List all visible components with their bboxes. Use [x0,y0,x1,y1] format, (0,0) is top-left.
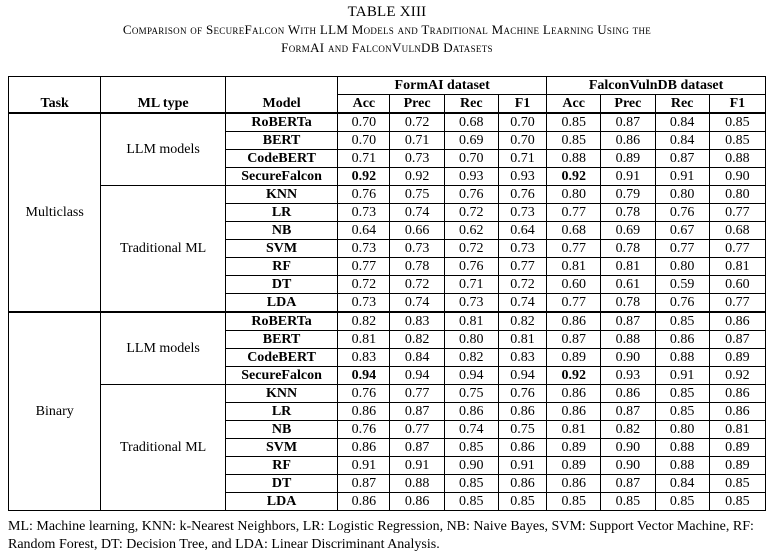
metric-value-cell: 0.83 [390,312,444,331]
caption-line-2: FormAI and FalconVulnDB Datasets [281,40,493,55]
metric-value-cell: 0.77 [547,294,601,313]
metric-value-cell: 0.90 [601,439,655,457]
metric-value-cell: 0.71 [390,132,444,150]
model-cell: BERT [225,132,337,150]
metric-value-cell: 0.94 [498,367,546,385]
metric-value-cell: 0.81 [444,312,498,331]
metric-value-cell: 0.88 [601,331,655,349]
metric-value-cell: 0.81 [601,258,655,276]
metric-value-cell: 0.73 [390,150,444,168]
metric-value-cell: 0.68 [709,222,765,240]
metric-value-cell: 0.91 [498,457,546,475]
model-cell: SVM [225,439,337,457]
metric-value-cell: 0.80 [655,186,709,204]
metric-value-cell: 0.86 [338,493,390,511]
metric-value-cell: 0.83 [338,349,390,367]
metric-value-cell: 0.73 [444,294,498,313]
metric-value-cell: 0.89 [547,457,601,475]
metric-value-cell: 0.72 [444,240,498,258]
metric-value-cell: 0.86 [601,385,655,403]
metric-value-cell: 0.91 [655,168,709,186]
metric-header: F1 [498,95,546,114]
metric-value-cell: 0.74 [498,294,546,313]
model-cell: CodeBERT [225,150,337,168]
metric-value-cell: 0.80 [444,331,498,349]
metric-value-cell: 0.78 [601,204,655,222]
metric-value-cell: 0.78 [390,258,444,276]
metric-value-cell: 0.76 [338,385,390,403]
metric-value-cell: 0.85 [547,493,601,511]
metric-value-cell: 0.76 [655,294,709,313]
metric-value-cell: 0.86 [547,475,601,493]
metric-value-cell: 0.76 [338,421,390,439]
metric-value-cell: 0.85 [655,385,709,403]
metric-header: Rec [655,95,709,114]
metric-header: Rec [444,95,498,114]
model-cell: CodeBERT [225,349,337,367]
metric-value-cell: 0.76 [444,186,498,204]
table-row [9,186,766,204]
metric-value-cell: 0.86 [338,403,390,421]
metric-value-cell: 0.88 [655,349,709,367]
metric-value-cell: 0.81 [709,421,765,439]
metric-value-cell: 0.69 [601,222,655,240]
table-row [9,113,766,132]
metric-value-cell: 0.90 [601,349,655,367]
model-cell: LDA [225,294,337,313]
footnote: ML: Machine learning, KNN: k-Nearest Neighbors, LR: Logistic Regression, NB: Naive Bayes, SVM: Support Vector Machine, RF: Random Forest, DT: Decision Tree, and LDA: Linear Discriminant Analysis. [8,519,754,552]
metric-value-cell: 0.92 [390,168,444,186]
metric-value-cell: 0.86 [547,403,601,421]
metric-value-cell: 0.77 [709,294,765,313]
metric-value-cell: 0.70 [498,113,546,132]
metric-value-cell: 0.88 [655,439,709,457]
metric-value-cell: 0.91 [655,367,709,385]
metric-value-cell: 0.73 [338,294,390,313]
caption-line-1: Comparison of SecureFalcon With LLM Models and Traditional Machine Learning Using the [122,22,652,37]
metric-value-cell: 0.92 [709,367,765,385]
table-number: TABLE XIII [347,4,427,20]
metric-value-cell: 0.85 [655,403,709,421]
metric-value-cell: 0.77 [709,240,765,258]
metric-value-cell: 0.90 [709,168,765,186]
metric-value-cell: 0.86 [655,331,709,349]
metric-value-cell: 0.94 [338,367,390,385]
metric-value-cell: 0.85 [444,439,498,457]
metric-value-cell: 0.82 [444,349,498,367]
metric-value-cell: 0.86 [601,132,655,150]
metric-value-cell: 0.92 [338,168,390,186]
model-cell: LDA [225,493,337,511]
metric-value-cell: 0.61 [601,276,655,294]
metric-value-cell: 0.68 [444,113,498,132]
metric-value-cell: 0.71 [444,276,498,294]
model-cell: NB [225,222,337,240]
metric-value-cell: 0.86 [547,312,601,331]
metric-value-cell: 0.75 [444,385,498,403]
metric-value-cell: 0.77 [390,421,444,439]
metric-value-cell: 0.74 [444,421,498,439]
metric-value-cell: 0.82 [338,312,390,331]
metric-value-cell: 0.69 [444,132,498,150]
model-cell: RF [225,457,337,475]
metric-value-cell: 0.94 [444,367,498,385]
metric-value-cell: 0.86 [709,312,765,331]
metric-value-cell: 0.77 [547,240,601,258]
ml-type-header: ML type [101,77,225,114]
metric-value-cell: 0.85 [547,113,601,132]
metric-value-cell: 0.85 [444,475,498,493]
metric-value-cell: 0.87 [655,150,709,168]
metric-value-cell: 0.76 [498,385,546,403]
metric-value-cell: 0.74 [390,204,444,222]
metric-value-cell: 0.88 [547,150,601,168]
metric-value-cell: 0.93 [444,168,498,186]
metric-value-cell: 0.72 [444,204,498,222]
metric-value-cell: 0.70 [444,150,498,168]
metric-value-cell: 0.85 [709,475,765,493]
model-cell: BERT [225,331,337,349]
metric-value-cell: 0.86 [498,403,546,421]
metric-value-cell: 0.72 [390,276,444,294]
model-cell: KNN [225,186,337,204]
falconvulndb-group-header: FalconVulnDB dataset [547,77,766,95]
metric-value-cell: 0.82 [601,421,655,439]
metric-value-cell: 0.64 [338,222,390,240]
metric-value-cell: 0.77 [498,258,546,276]
metric-value-cell: 0.81 [338,331,390,349]
metric-value-cell: 0.73 [390,240,444,258]
metric-value-cell: 0.59 [655,276,709,294]
metric-value-cell: 0.89 [709,439,765,457]
metric-value-cell: 0.74 [390,294,444,313]
task-cell: Multiclass [9,113,101,312]
metric-value-cell: 0.87 [601,312,655,331]
metric-value-cell: 0.83 [498,349,546,367]
metric-value-cell: 0.86 [498,439,546,457]
metric-value-cell: 0.67 [655,222,709,240]
metric-value-cell: 0.82 [498,312,546,331]
metric-value-cell: 0.88 [390,475,444,493]
metric-header: Acc [338,95,390,114]
metric-value-cell: 0.76 [444,258,498,276]
metric-value-cell: 0.87 [390,439,444,457]
metric-value-cell: 0.87 [390,403,444,421]
metric-value-cell: 0.64 [498,222,546,240]
metric-value-cell: 0.60 [547,276,601,294]
metric-value-cell: 0.77 [390,385,444,403]
metric-header: F1 [709,95,765,114]
metric-value-cell: 0.84 [655,132,709,150]
metric-value-cell: 0.76 [655,204,709,222]
ml-type-cell: Traditional ML [101,186,225,313]
metric-value-cell: 0.81 [547,421,601,439]
metric-value-cell: 0.62 [444,222,498,240]
metric-value-cell: 0.85 [709,113,765,132]
metric-value-cell: 0.73 [498,204,546,222]
metric-value-cell: 0.89 [547,439,601,457]
metric-value-cell: 0.85 [655,312,709,331]
metric-value-cell: 0.88 [709,150,765,168]
metric-value-cell: 0.89 [547,349,601,367]
model-cell: RoBERTa [225,312,337,331]
model-cell: DT [225,475,337,493]
model-cell: LR [225,403,337,421]
metric-value-cell: 0.85 [601,493,655,511]
metric-value-cell: 0.78 [601,240,655,258]
model-header: Model [225,77,337,114]
metric-value-cell: 0.86 [444,403,498,421]
metric-value-cell: 0.78 [601,294,655,313]
metric-value-cell: 0.87 [338,475,390,493]
metric-value-cell: 0.85 [547,132,601,150]
metric-value-cell: 0.80 [547,186,601,204]
metric-value-cell: 0.84 [655,475,709,493]
metric-value-cell: 0.93 [498,168,546,186]
metric-value-cell: 0.79 [601,186,655,204]
metric-value-cell: 0.89 [709,457,765,475]
metric-value-cell: 0.86 [709,403,765,421]
metric-value-cell: 0.87 [601,113,655,132]
table-row [9,312,766,331]
metric-value-cell: 0.85 [709,493,765,511]
metric-value-cell: 0.72 [498,276,546,294]
model-cell: KNN [225,385,337,403]
metric-value-cell: 0.71 [498,150,546,168]
metric-value-cell: 0.91 [390,457,444,475]
metric-value-cell: 0.70 [338,132,390,150]
metric-value-cell: 0.76 [498,186,546,204]
metric-value-cell: 0.88 [655,457,709,475]
metric-value-cell: 0.89 [709,349,765,367]
metric-header: Prec [601,95,655,114]
metric-value-cell: 0.60 [709,276,765,294]
model-cell: SVM [225,240,337,258]
metric-header: Acc [547,95,601,114]
metric-value-cell: 0.76 [338,186,390,204]
metric-value-cell: 0.86 [498,475,546,493]
table-row [9,385,766,403]
metric-value-cell: 0.93 [601,367,655,385]
metric-value-cell: 0.87 [601,475,655,493]
comparison-table [8,76,766,511]
metric-value-cell: 0.81 [498,331,546,349]
metric-value-cell: 0.91 [338,457,390,475]
task-header: Task [9,77,101,114]
metric-value-cell: 0.89 [601,150,655,168]
ml-type-cell: Traditional ML [101,385,225,511]
model-cell: SecureFalcon [225,367,337,385]
metric-value-cell: 0.86 [547,385,601,403]
metric-value-cell: 0.85 [444,493,498,511]
metric-value-cell: 0.94 [390,367,444,385]
metric-value-cell: 0.66 [390,222,444,240]
metric-value-cell: 0.91 [601,168,655,186]
metric-header: Prec [390,95,444,114]
model-cell: RoBERTa [225,113,337,132]
metric-value-cell: 0.84 [655,113,709,132]
metric-value-cell: 0.68 [547,222,601,240]
metric-value-cell: 0.75 [498,421,546,439]
metric-value-cell: 0.92 [547,168,601,186]
model-cell: DT [225,276,337,294]
metric-value-cell: 0.82 [390,331,444,349]
model-cell: LR [225,204,337,222]
metric-value-cell: 0.87 [547,331,601,349]
metric-value-cell: 0.85 [655,493,709,511]
metric-value-cell: 0.73 [338,240,390,258]
metric-value-cell: 0.92 [547,367,601,385]
metric-value-cell: 0.77 [547,204,601,222]
model-cell: NB [225,421,337,439]
metric-value-cell: 0.86 [709,385,765,403]
ml-type-cell: LLM models [101,113,225,186]
metric-value-cell: 0.73 [498,240,546,258]
metric-value-cell: 0.87 [601,403,655,421]
metric-value-cell: 0.84 [390,349,444,367]
metric-value-cell: 0.87 [709,331,765,349]
metric-value-cell: 0.85 [498,493,546,511]
metric-value-cell: 0.81 [709,258,765,276]
metric-value-cell: 0.70 [338,113,390,132]
metric-value-cell: 0.73 [338,204,390,222]
metric-value-cell: 0.90 [444,457,498,475]
metric-value-cell: 0.75 [390,186,444,204]
formai-group-header: FormAI dataset [338,77,547,95]
metric-value-cell: 0.80 [709,186,765,204]
metric-value-cell: 0.72 [390,113,444,132]
metric-value-cell: 0.85 [709,132,765,150]
metric-value-cell: 0.80 [655,258,709,276]
model-cell: RF [225,258,337,276]
metric-value-cell: 0.71 [338,150,390,168]
metric-value-cell: 0.77 [655,240,709,258]
task-cell: Binary [9,312,101,511]
metric-value-cell: 0.77 [338,258,390,276]
metric-value-cell: 0.86 [338,439,390,457]
model-cell: SecureFalcon [225,168,337,186]
metric-value-cell: 0.90 [601,457,655,475]
metric-value-cell: 0.72 [338,276,390,294]
metric-value-cell: 0.86 [390,493,444,511]
metric-value-cell: 0.70 [498,132,546,150]
ml-type-cell: LLM models [101,312,225,385]
metric-value-cell: 0.81 [547,258,601,276]
metric-value-cell: 0.77 [709,204,765,222]
metric-value-cell: 0.80 [655,421,709,439]
